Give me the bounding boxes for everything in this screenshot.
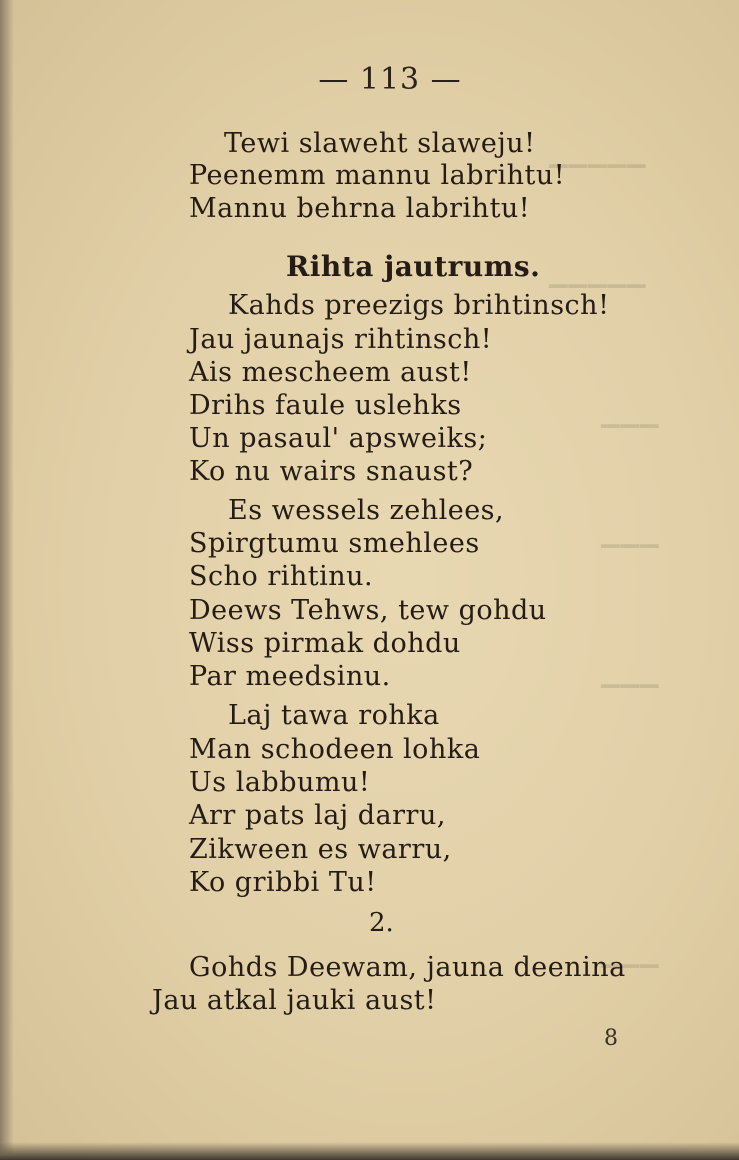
poem-line: Es wessels zehlees, [228, 495, 505, 526]
poem-line: Ko nu wairs snaust? [189, 456, 474, 487]
poem-line: Zikween es warru, [189, 834, 452, 865]
poem-line: Tewi slaweht slaweju! [224, 128, 536, 159]
show-through-bleed: ▁▁▁ [600, 400, 659, 428]
show-through-bleed: ▁▁▁ [600, 660, 659, 688]
poem-line: Ko gribbi Tu! [189, 867, 377, 898]
poem-line: Jau atkal jauki aust! [152, 985, 437, 1016]
show-through-bleed: ▁▁▁▁▁ [548, 260, 646, 288]
poem-line: Spirgtumu smehlees [189, 528, 480, 559]
poem-line: Kahds preezigs brihtinsch! [228, 290, 610, 321]
page-bottom-edge [0, 1142, 739, 1160]
poem-line: Deews Tehws, tew gohdu [189, 595, 547, 626]
poem-line: Scho rihtinu. [189, 561, 374, 592]
show-through-bleed: ▁▁▁▁▁ [548, 140, 646, 168]
show-through-bleed: ▁▁▁ [600, 520, 659, 548]
poem-line: Par meedsinu. [189, 661, 391, 692]
poem-title: Rihta jautrums. [286, 250, 541, 283]
page-number: — 113 — [318, 62, 462, 97]
poem-line: Ais mescheem aust! [189, 357, 472, 388]
poem-line: Wiss pirmak dohdu [189, 628, 461, 659]
poem-line: Mannu behrna labrihtu! [189, 193, 531, 224]
poem-line: Laj tawa rohka [228, 700, 440, 731]
poem-line: Man schodeen lohka [189, 734, 481, 765]
signature-mark: 8 [604, 1026, 618, 1051]
poem-line: Arr pats laj darru, [189, 800, 446, 831]
poem-line: Gohds Deewam, jauna deenina [189, 952, 626, 983]
poem-line: Drihs faule uslehks [189, 390, 462, 421]
poem-line: Peenemm mannu labrihtu! [189, 160, 566, 191]
poem-line: Us labbumu! [189, 767, 371, 798]
poem-line: Un pasaul' apsweiks; [189, 423, 488, 454]
show-through-bleed: ▁▁▁ [600, 940, 659, 968]
section-number: 2. [369, 908, 394, 938]
poem-line: Jau jaunajs rihtinsch! [189, 324, 493, 355]
book-spine-shadow [0, 0, 14, 1160]
